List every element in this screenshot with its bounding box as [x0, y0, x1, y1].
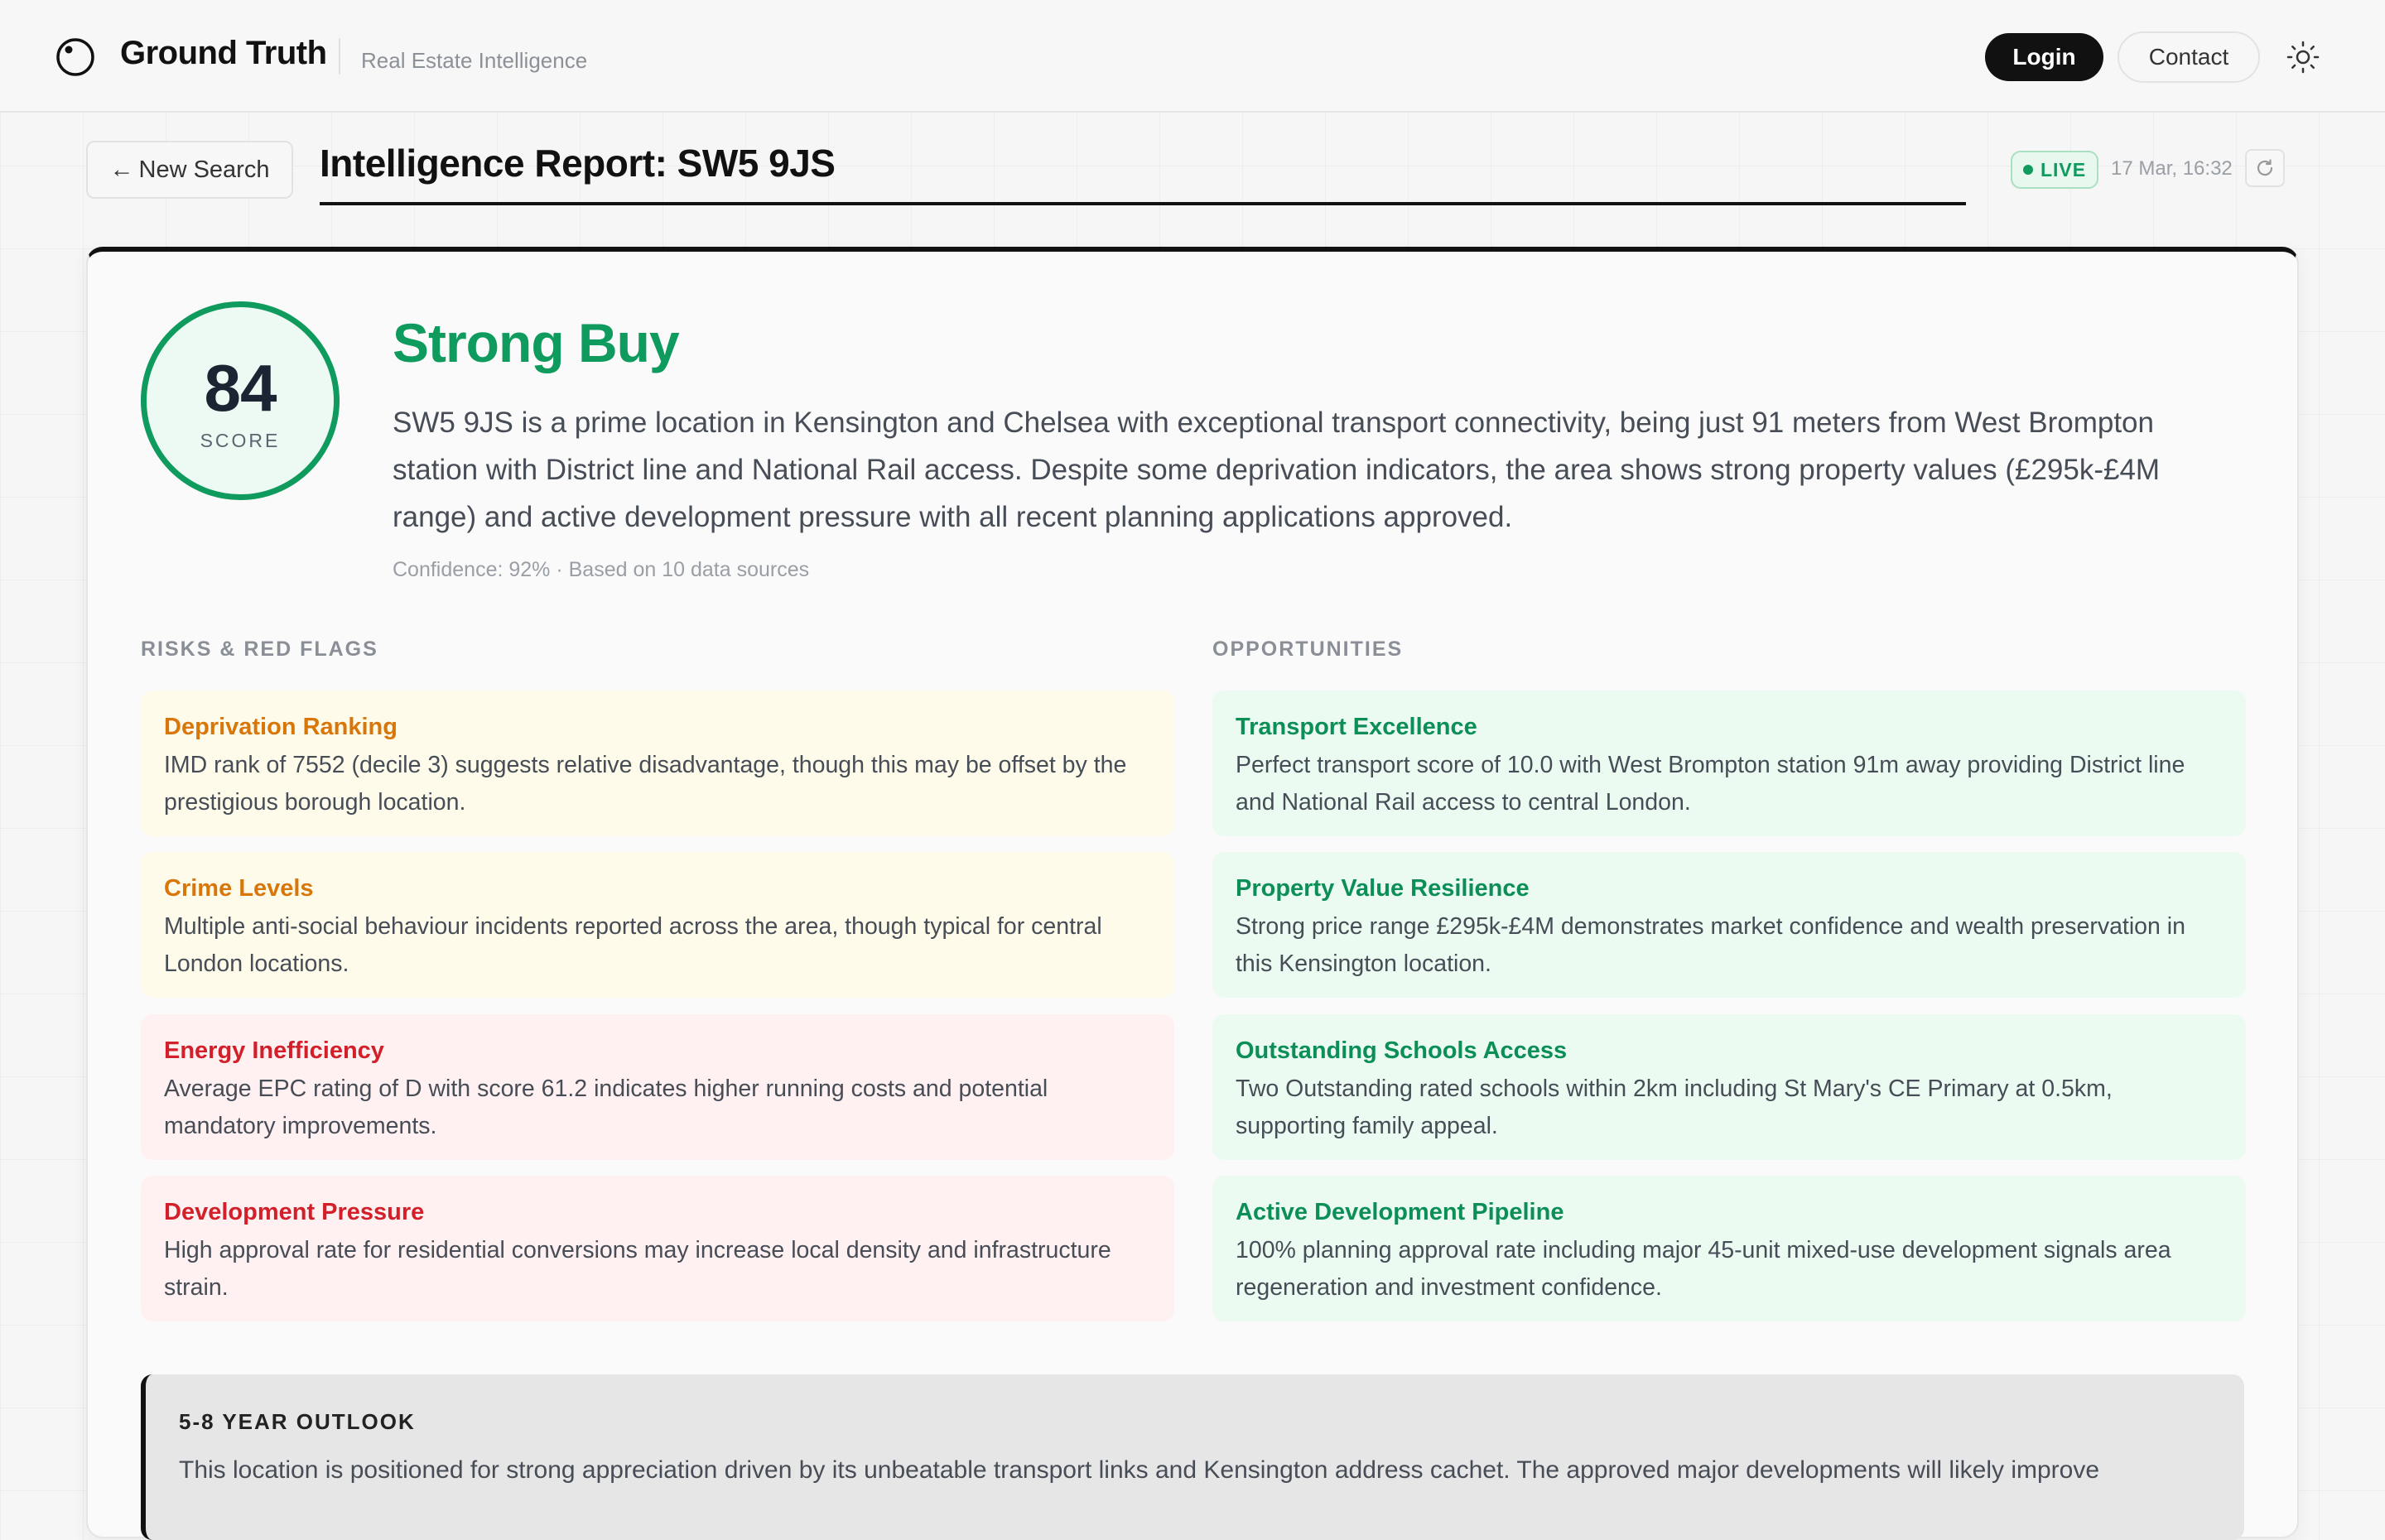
refresh-icon	[2254, 157, 2276, 179]
arrow-left-icon: ←	[109, 156, 134, 183]
risk-text: High approval rate for residential conversions may increase local density and infrastructure strain.	[164, 1237, 1111, 1301]
refresh-button[interactable]	[2245, 149, 2285, 187]
opportunity-text: Perfect transport score of 10.0 with West Brompton station 91m away providing District line and National Rail access to central London.	[1236, 752, 2185, 816]
summary-text: SW5 9JS is a prime location in Kensington and Chelsea with exceptional transport connectivity, being just 91 meters from West Brompton station with District line and National Rail access. Despite some deprivation indicators, the area shows strong property values (£295k-£4M range) and active development pressure with all recent planning applications approved.	[393, 407, 2161, 533]
opportunity-text: Strong price range £295k-£4M demonstrates market confidence and wealth preservation in this Kensington location.	[1236, 913, 2185, 977]
report-title: Intelligence Report: SW5 9JS	[320, 137, 1966, 205]
opportunity-card	[1212, 1176, 2246, 1321]
contact-button[interactable]: Contact	[2118, 31, 2260, 83]
circle-logo-icon[interactable]	[55, 36, 96, 78]
risk-title: Deprivation Ranking	[164, 714, 398, 740]
verdict-heading: Strong Buy	[393, 312, 679, 373]
risk-text: Average EPC rating of D with score 61.2 indicates higher running costs and potential mandatory improvements.	[164, 1076, 1048, 1139]
outlook-heading: 5-8 YEAR OUTLOOK	[179, 1409, 416, 1434]
opportunity-text: Two Outstanding rated schools within 2km including St Mary's CE Primary at 0.5km, supporting family appeal.	[1236, 1076, 2113, 1139]
risks-heading: RISKS & RED FLAGS	[141, 638, 378, 661]
live-status-badge	[2011, 151, 2098, 189]
opportunity-card	[1212, 691, 2246, 836]
opportunity-title: Property Value Resilience	[1236, 875, 1530, 902]
top-navigation-bar	[0, 0, 2385, 113]
sun-icon[interactable]	[2286, 40, 2320, 75]
new-search-label: New Search	[138, 156, 270, 183]
risk-title: Energy Inefficiency	[164, 1037, 384, 1064]
risk-text: Multiple anti-social behaviour incidents reported across the area, though typical for central London locations.	[164, 913, 1102, 977]
score-value: 84	[204, 351, 277, 425]
opportunity-text: 100% planning approval rate including major 45-unit mixed-use development signals area regeneration and investment confidence.	[1236, 1237, 2171, 1301]
outlook-text: This location is positioned for strong appreciation driven by its unbeatable transport links and Kensington address cachet. The approved major developments will likely improve	[179, 1456, 2100, 1484]
confidence-note: Confidence: 92% · Based on 10 data sources	[393, 558, 810, 581]
risk-text: IMD rank of 7552 (decile 3) suggests relative disadvantage, though this may be offset by the prestigious borough location.	[164, 752, 1127, 816]
risk-card	[141, 1014, 1174, 1160]
new-search-button[interactable]	[86, 141, 293, 199]
score-label: SCORE	[200, 430, 281, 451]
live-dot-icon	[2023, 165, 2033, 175]
opportunity-card	[1212, 1014, 2246, 1160]
opportunity-title: Active Development Pipeline	[1236, 1199, 1564, 1225]
risk-card	[141, 691, 1174, 836]
opportunity-title: Outstanding Schools Access	[1236, 1037, 1568, 1064]
risk-title: Crime Levels	[164, 875, 314, 902]
risk-title: Development Pressure	[164, 1199, 425, 1225]
opportunities-heading: OPPORTUNITIES	[1212, 638, 1404, 661]
report-timestamp: 17 Mar, 16:32	[2111, 157, 2233, 180]
risk-card	[141, 1176, 1174, 1321]
brand-divider	[339, 38, 340, 75]
opportunity-card	[1212, 852, 2246, 998]
brand-name[interactable]: Ground Truth	[120, 35, 327, 71]
brand-tagline: Real Estate Intelligence	[361, 48, 588, 73]
outlook-panel	[141, 1374, 2244, 1540]
login-button[interactable]: Login	[1985, 33, 2103, 81]
risk-card	[141, 852, 1174, 998]
score-ring	[141, 301, 340, 500]
opportunity-title: Transport Excellence	[1236, 714, 1477, 740]
live-label: LIVE	[2040, 158, 2087, 180]
